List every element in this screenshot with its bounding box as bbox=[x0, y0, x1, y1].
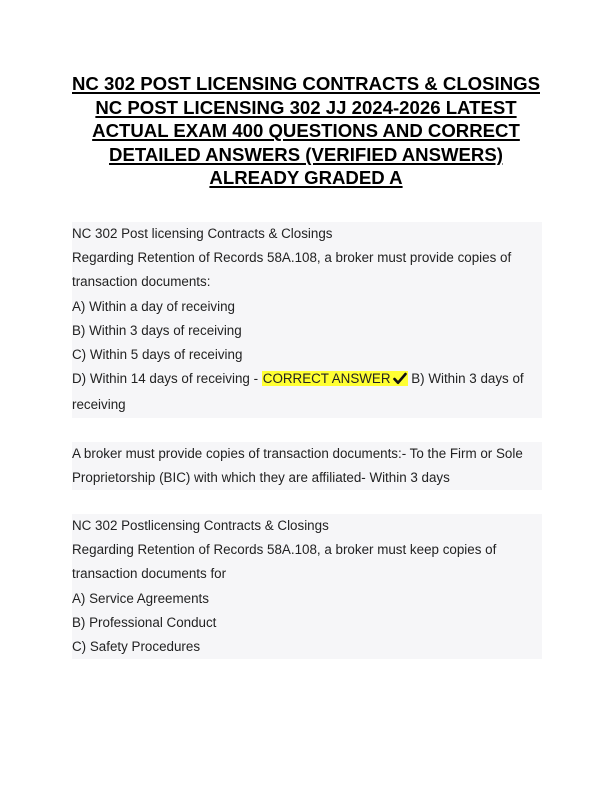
question-block-2 bbox=[72, 442, 542, 490]
answer-option-c: C) Within 5 days of receiving bbox=[72, 343, 542, 367]
correct-answer-label: CORRECT ANSWER bbox=[262, 371, 391, 387]
answer-option-a: A) Within a day of receiving bbox=[72, 295, 542, 319]
spacer bbox=[72, 490, 542, 514]
answer-option-b: B) Professional Conduct bbox=[72, 611, 542, 635]
question-block-3 bbox=[72, 514, 542, 659]
spacer bbox=[72, 418, 542, 442]
correct-answer-highlight bbox=[262, 371, 408, 386]
check-icon bbox=[393, 369, 407, 393]
answer-paragraph: A broker must provide copies of transaction documents:- To the Firm or Sole Proprietorship (BIC) with which they are affiliated- Within 3 days bbox=[72, 442, 542, 490]
question-heading: NC 302 Postlicensing Contracts & Closings bbox=[72, 514, 542, 538]
answer-option-a: A) Service Agreements bbox=[72, 587, 542, 611]
question-text: Regarding Retention of Records 58A.108, a broker must keep copies of transaction documents for bbox=[72, 538, 542, 586]
question-block-1 bbox=[72, 222, 542, 418]
correct-answer-text: B) Within 3 days of receiving bbox=[72, 371, 524, 413]
answer-option-b: B) Within 3 days of receiving bbox=[72, 319, 542, 343]
document-title: NC 302 POST LICENSING CONTRACTS & CLOSINGS NC POST LICENSING 302 JJ 2024-2026 LATEST ACTUAL EXAM 400 QUESTIONS AND CORRECT DETAILED ANSWERS (VERIFIED ANSWERS) ALREADY GRADED A bbox=[72, 73, 540, 188]
question-text: Regarding Retention of Records 58A.108, a broker must provide copies of transaction documents: bbox=[72, 246, 542, 294]
answer-option-c: C) Safety Procedures bbox=[72, 635, 542, 659]
question-heading: NC 302 Post licensing Contracts & Closings bbox=[72, 222, 542, 246]
document-body bbox=[72, 222, 542, 659]
answer-option-d-with-correct-answer bbox=[72, 367, 542, 417]
answer-option-d: D) Within 14 days of receiving - bbox=[72, 371, 262, 387]
